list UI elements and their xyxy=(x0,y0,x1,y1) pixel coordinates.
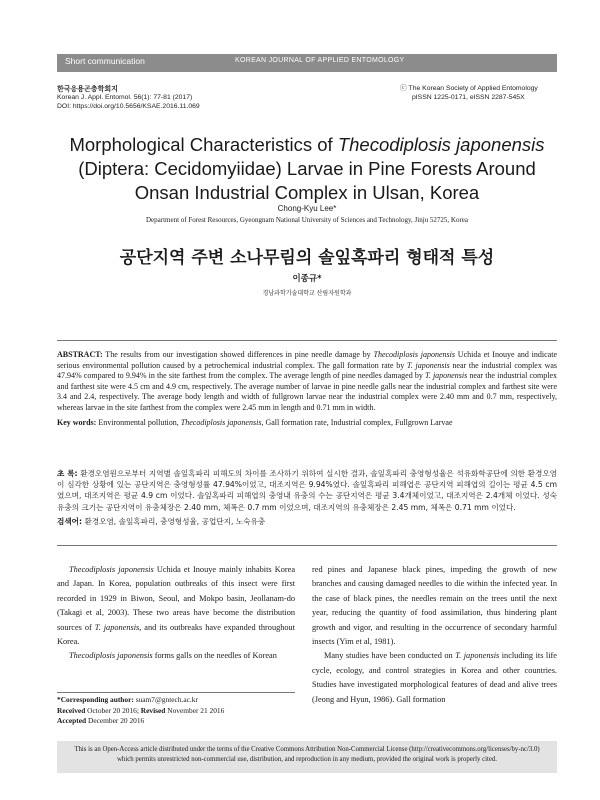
section-label: Short communication xyxy=(65,56,145,66)
section-banner xyxy=(57,54,557,72)
korean-keywords: 검색어: 환경오염, 솔잎혹파리, 충영형성율, 공업단지, 노숙유충 xyxy=(57,516,266,526)
footnote: *Corresponding author: suam7@gntech.ac.kr Received October 20 2016; Revised November 21 2016 Accepted December 20 2016 xyxy=(57,695,225,725)
license-notice: This is an Open-Access article distributed under the terms of the Creative Commons Attribution Non-Commercial License (http://creativecommons.org/licenses/by-nc/3.0) which permits unrestricted non-commercial use, distribution, and reproduction in any medium, provided the original work is properly cited. xyxy=(57,741,557,773)
copyright-notice: ⓒ The Korean Society of Applied Entomology xyxy=(400,85,538,92)
korean-title: 공단지역 주변 소나무림의 솔잎혹파리 형태적 특성 xyxy=(119,248,495,268)
corresponding-email[interactable]: suam7@gntech.ac.kr xyxy=(133,695,198,704)
journal-meta xyxy=(57,85,307,111)
body-left-column xyxy=(57,563,295,664)
footnote-rule xyxy=(57,692,295,693)
abstract-bottom-rule xyxy=(57,545,557,546)
abstract-label: ABSTRACT: xyxy=(57,350,103,359)
english-abstract: ABSTRACT: The results from our investigation showed differences in pine needle damage by Thecodiplosis japonensis Uchida et Inouye and indicate serious environmental pollution caused by a petrochemical industrial complex. The gall formation rate by T. japonensis near the industrial complex was 47.94% compared to 9.94% in the site farthest from the complex. The average length of pine needles damaged by T. japonensis near the industrial complex and farthest site were 4.5 cm and 4.9 cm, respectively. The average number of larvae in pine needle galls near the industrial complex and farthest site were 3.4 and 2.4, respectively. The average body length and width of fullgrown larvae near the industrial complex were 2.40 mm and 0.7 mm, respectively, whereas larvae in the site farthest from the complex were 2.45 mm in length and 0.71 mm in width. Key words: Environmental pollution, Thecodiplosis japonensis, Gall formation rate, Industrial complex, Fullgrown Larvae xyxy=(57,350,558,427)
copyright-meta xyxy=(400,85,560,103)
journal-citation: Korean J. Appl. Entomol. 56(1): 77-81 (2017) xyxy=(57,93,193,101)
keywords-label: Key words: xyxy=(57,417,97,427)
paragraph: Thecodiplosis japonensis Uchida et Inouye mainly inhabits Korea and Japan. In Korea, population outbreaks of this insect were first recorded in 1929 in Biwon, Seoul, and Mokpo basin, Jeollanam-do (Takagi et al, 2003). These two areas have become the distribution sources of T. japonensis, and its outbreaks have expanded throughout Korea. xyxy=(57,565,296,647)
korean-keywords-label: 검색어: xyxy=(57,516,83,526)
title-species: Thecodiplosis japonensis xyxy=(337,134,545,155)
issn-info: pISSN 1225-0171, eISSN 2287-545X xyxy=(412,93,525,101)
abstract-top-rule xyxy=(57,340,557,341)
paragraph: red pines and Japanese black pines, impeding the growth of new branches and causing damaged needles to die within the infected year. In the case of black pines, the needles remain on the trees until the next year, reducing the quantity of food assimilation, thus hindering plant growth and vigor, and resulting in the occurrence of secondary harmful insects (Yim et al, 1981). xyxy=(312,565,557,647)
korean-author: 이종규* xyxy=(292,274,322,284)
keywords: Key words: Environmental pollution, Thecodiplosis japonensis, Gall formation rate, Industrial complex, Fullgrown Larvae xyxy=(57,417,453,427)
korean-abstract: 초 록: 환경오염원으로부터 지역별 솔잎혹파리 피해도의 차이를 조사하기 위하여 실시한 결과, 솔잎혹파리 충영형성율은 석유화학공단에 의한 환경오염이 심각한 상황에 있는 공단지역은 충영형성률 47.94%이었고, 대조지역은 9.94%였다. 솔잎혹파리 피해엽은 공단지역 피해엽의 길이는 평균 4.5 cm 였으며, 대조지역은 평균 4.9 cm 이었다. 솔잎혹파리 피해엽의 충영내 유충의 수는 공단지역은 평균 3.4개체이었고, 대조지역은 2.4개체 이었다. 성숙유충의 크기는 공단지역이 유충체장은 2.40 mm, 체폭은 0.7 mm 이었으며, 대조지역의 유충체장은 2.45 mm, 체폭은 0.71 mm 이었다. 검색어: 환경오염, 솔잎혹파리, 충영형성율, 공업단지, 노숙유충 xyxy=(57,469,557,526)
author-name: Chong-Kyu Lee* xyxy=(277,204,337,213)
paragraph: Many studies have been conducted on T. japonensis including its life cycle, ecology, and control strategies in Korea and other countries. Studies have investigated morphological features of dead and alive trees (Jeong and Hyun, 1986). Gall formation xyxy=(312,651,557,704)
journal-korean-name: 한국응용곤충학회지 xyxy=(57,85,118,93)
journal-banner-title: KOREAN JOURNAL OF APPLIED ENTOMOLOGY xyxy=(235,57,405,64)
body-right-column xyxy=(312,563,557,707)
paragraph: Thecodiplosis japonensis forms galls on the needles of Korean xyxy=(69,651,277,661)
paper-title: Morphological Characteristics of Thecodiplosis japonensis (Diptera: Cecidomyiidae) Larvae in Pine Forests Around Onsan Industrial Complex in Ulsan, Korea xyxy=(69,134,545,203)
korean-affiliation: 경남과학기술대학교 산림자원학과 xyxy=(262,290,352,297)
author-affiliation: Department of Forest Resources, Gyeongnam National University of Sciences and Technology, Jinju 52725, Korea xyxy=(145,216,469,224)
korean-abstract-label: 초 록: xyxy=(57,469,78,478)
doi-link[interactable]: DOI: https://doi.org/10.5656/KSAE.2016.11.069 xyxy=(57,102,200,110)
